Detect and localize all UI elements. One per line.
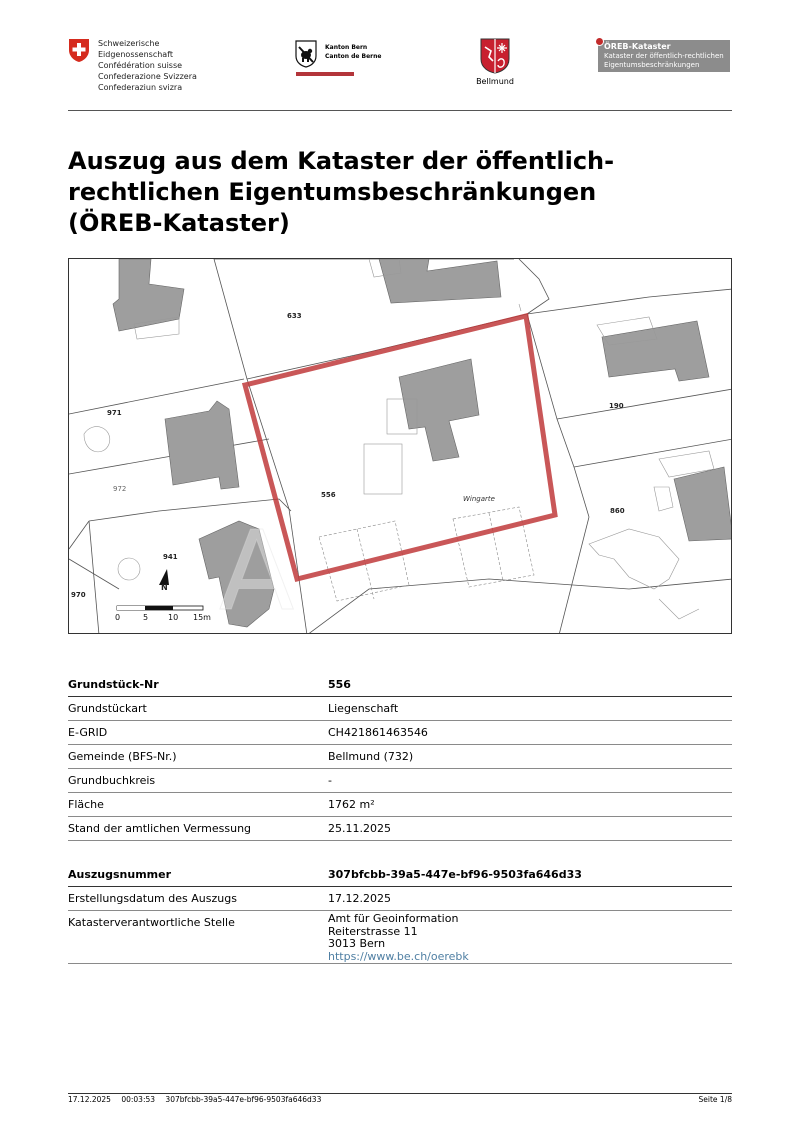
row-label: Fläche (68, 798, 104, 811)
footer-meta (68, 1095, 329, 1104)
table-row (68, 793, 732, 817)
footer-page-number: Seite 1/8 (698, 1095, 732, 1104)
row-label: Katasterverantwortliche Stelle (68, 916, 235, 929)
table-row (68, 697, 732, 721)
row-value: CH421861463546 (328, 726, 428, 739)
table-row (68, 769, 732, 793)
parcel-label-190: 190 (609, 402, 624, 410)
table-row (68, 863, 732, 887)
confederation-it: Confederazione Svizzera (98, 72, 197, 81)
oereb-subtitle-1: Kataster der öffentlich-rechtlichen (604, 52, 724, 60)
row-value: 25.11.2025 (328, 822, 391, 835)
table-row (68, 911, 732, 964)
oereb-title: ÖREB-Kataster (604, 42, 671, 51)
authority-city: 3013 Bern (328, 937, 386, 950)
parcel-label-633: 633 (287, 312, 302, 320)
canton-name-de: Kanton Bern (325, 44, 368, 51)
parcel-label-971: 971 (107, 409, 122, 417)
row-label: Grundstück-Nr (68, 678, 159, 691)
row-label: Grundbuchkreis (68, 774, 156, 787)
row-value: 1762 m² (328, 798, 375, 811)
header-divider (68, 110, 732, 111)
locality-label: Wingarte (463, 495, 495, 503)
row-value: Liegenschaft (328, 702, 399, 715)
swiss-shield-icon (68, 38, 90, 63)
authority-street: Reiterstrasse 11 (328, 924, 418, 938)
parcel-label-972: 972 (113, 485, 127, 493)
scale-label-10: 10 (168, 613, 179, 622)
extract-table (68, 863, 732, 964)
footer-extract-id: 307bfcbb-39a5-447e-bf96-9503fa646d33 (165, 1095, 322, 1104)
title-line-2: rechtlichen Eigentumsbeschränkungen (68, 178, 597, 206)
confederation-de: Schweizerische Eidgenossenschaft (98, 39, 173, 59)
canton-name-fr: Canton de Berne (325, 53, 382, 60)
table-row (68, 745, 732, 769)
property-table (68, 673, 732, 841)
row-label: Grundstückart (68, 702, 147, 715)
table-row (68, 721, 732, 745)
title-line-1: Auszug aus dem Kataster der öffentlich- (68, 147, 615, 175)
oereb-dot-icon (595, 37, 604, 46)
title-line-3: (ÖREB-Kataster) (68, 209, 290, 237)
bern-bear-shield-icon (295, 40, 317, 68)
oereb-kataster-logo (598, 40, 730, 72)
confederation-fr: Confédération suisse (98, 61, 183, 70)
scale-bar (117, 606, 203, 610)
canton-accent-bar (296, 72, 354, 76)
row-value: - (328, 774, 332, 787)
confederation-rm: Confederaziun svizra (98, 83, 183, 92)
table-row (68, 673, 732, 697)
scale-label-5: 5 (143, 613, 149, 622)
row-value: 307bfcbb-39a5-447e-bf96-9503fa646d33 (328, 868, 582, 881)
swiss-confederation-logo (68, 38, 228, 92)
document-title (68, 146, 732, 239)
map-drawing (69, 259, 732, 634)
row-label: E-GRID (68, 726, 108, 739)
oereb-subtitle-2: Eigentumsbeschränkungen (604, 61, 700, 69)
row-label: Stand der amtlichen Vermessung (68, 822, 252, 835)
parcel-label-941: 941 (163, 553, 178, 561)
table-row (68, 817, 732, 841)
row-label: Gemeinde (BFS-Nr.) (68, 750, 177, 763)
svg-text:A: A (219, 507, 295, 635)
row-value: 17.12.2025 (328, 892, 391, 905)
row-value: Bellmund (732) (328, 750, 414, 763)
scale-label-0: 0 (115, 613, 121, 622)
authority-link[interactable]: https://www.be.ch/oerebk (328, 949, 469, 963)
authority-address (328, 913, 469, 963)
row-label: Erstellungsdatum des Auszugs (68, 892, 237, 905)
scale-label-15m: 15m (193, 613, 211, 622)
cadastral-map (68, 258, 732, 634)
row-value: 556 (328, 678, 351, 691)
footer-time: 00:03:53 (121, 1095, 156, 1104)
parcel-label-556: 556 (321, 491, 336, 499)
footer-date: 17.12.2025 (68, 1095, 111, 1104)
bellmund-shield-icon (479, 37, 511, 75)
parcel-label-860: 860 (610, 507, 625, 515)
bellmund-coat-of-arms (470, 37, 520, 87)
row-label: Auszugsnummer (68, 868, 172, 881)
table-row (68, 887, 732, 911)
north-label: N (161, 583, 168, 592)
parcel-label-970: 970 (71, 591, 86, 599)
authority-name: Amt für Geoinformation (328, 912, 459, 925)
footer-divider (68, 1093, 732, 1094)
municipality-name: Bellmund (476, 77, 514, 86)
